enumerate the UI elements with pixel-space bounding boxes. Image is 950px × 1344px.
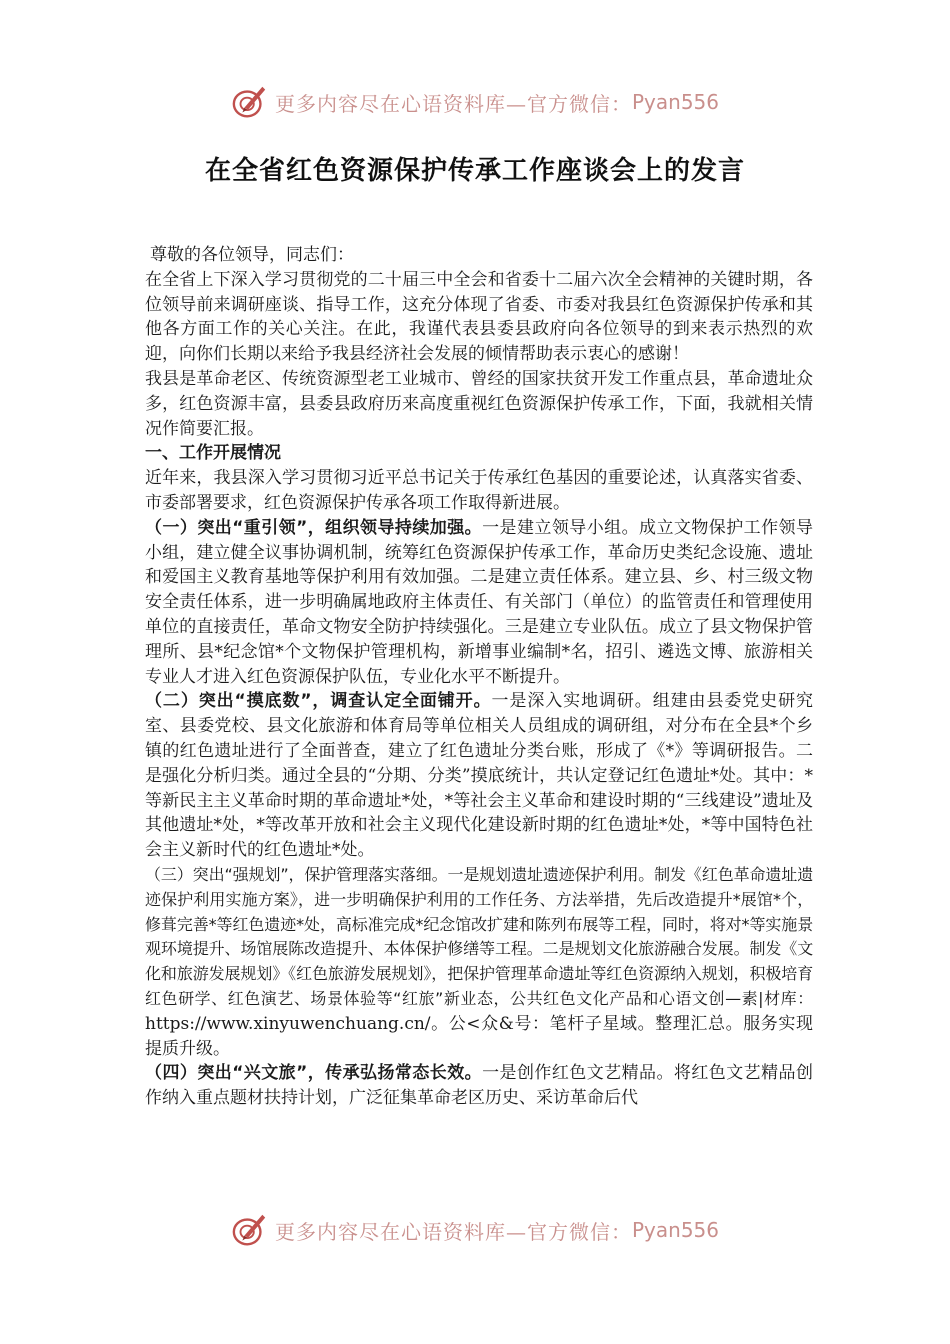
section-intro: 近年来，我县深入学习贯彻习近平总书记关于传承红色基因的重要论述，认真落实省委、市委部署要求，红色资源保护传承各项工作取得新进展。 xyxy=(145,468,813,513)
item-body: 一是创作红色文艺精品。将红色文艺精品创作纳入重点题材扶持计划，广泛征集革命老区历史、采访革命后代 xyxy=(145,1063,813,1109)
item-body: 一是深入实地调研。组建由县委党史研究室、县委党校、县文化旅游和体育局等单位相关人员组成的调研组，对分布在全县*个乡镇的红色遗址进行了全面普查，建立了红色遗址分类台账，形成了《*》等调研报告。二是强化分析归类。通过全县的“分期、分类”摸底统计，共认定登记红色遗址*处。其中：*等新民主主义革命时期的革命遗址*处，*等社会主义革命和建设时期的“三线建设”遗址及其他遗址*处，*等改革开放和社会主义现代化建设新时期的红色遗址*处，*等中国特色社会主义新时代的红色遗址*处。 xyxy=(145,691,813,861)
item-lead: （四）突出“兴文旅”，传承弘扬常态长效。 xyxy=(145,1063,483,1084)
watermark-wechat-id: Pyan556 xyxy=(631,90,719,114)
item-planning xyxy=(145,863,813,1061)
item-body-sans: （三）突出“强规划”，保护管理落实落细。一是规划遗址遗迹保护利用。制发《红色革命遗址遗迹保护利用实施方案》，进一步明确保护利用的工作任务、方法举措，先后改造提升*展馆*个，修葺完善*等红色遗迹*处，高标准完成*纪念馆改扩建和陈列布展等工程，同时，将对*等实施景观环境提升、场馆展陈改造提升、本体保护修缮等工程。二是规划文化旅游融合发展。制发《文化和旅游发展规划》《红色旅游发展规划》，把保护管理革命遗址等红色资源纳入规划，积极培育红色研学、红色演艺、场景体验等“红旅”新业态，公共红色文化产品和心语文创—素|材库： xyxy=(145,864,813,1008)
document-title: 在全省红色资源保护传承工作座谈会上的发言 xyxy=(204,156,745,186)
item-survey xyxy=(145,689,813,863)
item-leadership xyxy=(145,516,813,690)
item-body-tail: https://www.xinyuwenchuang.cn/。公<众&号：笔杆子星域。整理汇总。服务实现提质升级。 xyxy=(145,1013,813,1059)
section-heading: 一、工作开展情况 xyxy=(145,443,281,464)
quill-seal-icon xyxy=(231,83,269,121)
salutation: 尊敬的各位领导，同志们： xyxy=(150,245,354,265)
document-body xyxy=(145,243,813,1111)
item-lead: （二）突出“摸底数”，调查认定全面铺开。 xyxy=(145,691,492,712)
watermark-footer xyxy=(0,1208,950,1252)
item-body: 一是建立领导小组。成立文物保护工作领导小组，建立健全议事协调机制，统筹红色资源保护传承工作，革命历史类纪念设施、遗址和爱国主义教育基地等保护利用有效加强。二是建立责任体系。建立县、乡、村三级文物安全责任体系，进一步明确属地政府主体责任、有关部门（单位）的监管责任和管理使用单位的直接责任，革命文物安全防护持续强化。三是建立专业队伍。成立了县文物保护管理所、县*纪念馆*个文物保护管理机构，新增事业编制*名，招引、遴选文博、旅游相关专业人才进入红色资源保护队伍，专业化水平不断提升。 xyxy=(145,517,813,687)
item-lead: （一）突出“重引领”，组织领导持续加强。 xyxy=(145,517,483,538)
item-culture-tourism xyxy=(145,1061,813,1111)
paragraph-background: 我县是革命老区、传统资源型老工业城市、曾经的国家扶贫开发工作重点县，革命遗址众多，红色资源丰富，县委县政府历来高度重视红色资源保护传承工作，下面，我就相关情况作简要汇报。 xyxy=(145,368,813,439)
paragraph-intro: 在全省上下深入学习贯彻党的二十届三中全会和省委十二届六次全会精神的关键时期，各位领导前来调研座谈、指导工作，这充分体现了省委、市委对我县红色资源保护传承和其他各方面工作的关心关注。在此，我谨代表县委县政府向各位领导的到来表示热烈的欢迎，向你们长期以来给予我县经济社会发展的倾情帮助表示衷心的感谢！ xyxy=(145,269,813,365)
watermark-text: 更多内容尽在心语资料库—官方微信： xyxy=(274,91,632,116)
watermark-text: 更多内容尽在心语资料库—官方微信： xyxy=(274,1219,632,1244)
watermark-wechat-id: Pyan556 xyxy=(631,1218,719,1242)
watermark-header xyxy=(0,80,950,124)
quill-seal-icon xyxy=(231,1211,269,1249)
